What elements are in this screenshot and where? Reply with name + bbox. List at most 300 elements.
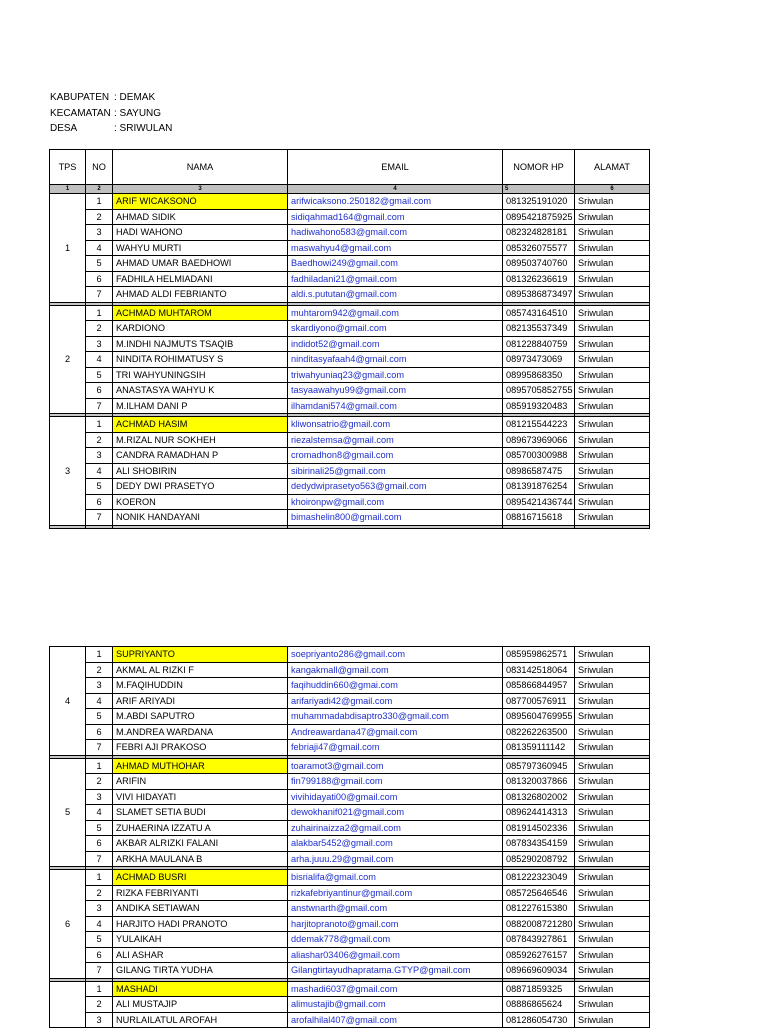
nama-cell: ARKHA MAULANA B: [113, 851, 288, 867]
hp-cell: 0895705852755: [503, 383, 575, 399]
hp-cell: 085926276157: [503, 947, 575, 963]
hp-cell: 085725646546: [503, 885, 575, 901]
email-cell: fadhiladani21@gmail.com: [288, 271, 503, 287]
table-row: [50, 510, 650, 526]
table-row: [50, 724, 650, 740]
alamat-cell: Sriwulan: [575, 305, 650, 321]
hp-cell: 081222323049: [503, 870, 575, 886]
nama-cell: ANASTASYA WAHYU K: [113, 383, 288, 399]
no-cell: 5: [86, 932, 113, 948]
email-cell: febriaji47@gmail.com: [288, 740, 503, 756]
email-cell: arifwicaksono.250182@gmail.com: [288, 194, 503, 210]
table-row: [50, 1012, 650, 1028]
table-row: [50, 336, 650, 352]
index-cell: 3: [113, 185, 288, 194]
email-cell: tasyaawahyu99@gmail.com: [288, 383, 503, 399]
no-cell: 6: [86, 724, 113, 740]
hp-cell: 085326075577: [503, 240, 575, 256]
nama-cell: YULAIKAH: [113, 932, 288, 948]
nama-cell: VIVI HIDAYATI: [113, 789, 288, 805]
no-cell: 2: [86, 997, 113, 1013]
email-cell: mashadi6037@gmail.com: [288, 981, 503, 997]
email-cell: indidot52@gmail.com: [288, 336, 503, 352]
hp-cell: 089624414313: [503, 805, 575, 821]
no-cell: 3: [86, 901, 113, 917]
alamat-cell: Sriwulan: [575, 479, 650, 495]
nama-cell: ARIFIN: [113, 774, 288, 790]
nama-cell: SUPRIYANTO: [113, 647, 288, 663]
no-cell: 6: [86, 271, 113, 287]
kabupaten-value: : DEMAK: [114, 92, 156, 103]
hp-cell: 082262263500: [503, 724, 575, 740]
email-cell: bimashelin800@gmail.com: [288, 510, 503, 526]
email-cell: ilhamdani574@gmail.com: [288, 398, 503, 414]
table-row: [50, 789, 650, 805]
nama-cell: MASHADI: [113, 981, 288, 997]
no-cell: 5: [86, 479, 113, 495]
alamat-cell: Sriwulan: [575, 870, 650, 886]
email-cell: ddemak778@gmail.com: [288, 932, 503, 948]
table-row: [50, 709, 650, 725]
no-cell: 3: [86, 678, 113, 694]
alamat-cell: Sriwulan: [575, 693, 650, 709]
hp-cell: 087700576911: [503, 693, 575, 709]
no-cell: 3: [86, 448, 113, 464]
table-row: [50, 271, 650, 287]
table-row: [50, 885, 650, 901]
nama-cell: ARIF WICAKSONO: [113, 194, 288, 210]
email-cell: Gilangtirtayudhapratama.GTYP@gmail.com: [288, 963, 503, 979]
alamat-cell: Sriwulan: [575, 774, 650, 790]
nama-cell: HADI WAHONO: [113, 225, 288, 241]
no-cell: 2: [86, 662, 113, 678]
table-row: [50, 647, 650, 663]
nama-cell: ARIF ARIYADI: [113, 693, 288, 709]
nama-cell: SLAMET SETIA BUDI: [113, 805, 288, 821]
alamat-cell: Sriwulan: [575, 647, 650, 663]
nama-cell: ACHMAD BUSRI: [113, 870, 288, 886]
nama-cell: AHMAD SIDIK: [113, 209, 288, 225]
email-cell: alakbar5452@gmail.com: [288, 836, 503, 852]
col-hp-header: NOMOR HP: [503, 150, 575, 185]
nama-cell: RIZKA FEBRIYANTI: [113, 885, 288, 901]
alamat-cell: Sriwulan: [575, 820, 650, 836]
table-row: [50, 494, 650, 510]
separator-cell: [503, 525, 575, 528]
alamat-cell: Sriwulan: [575, 463, 650, 479]
email-cell: skardiyono@gmail.com: [288, 321, 503, 337]
no-cell: 4: [86, 693, 113, 709]
hp-cell: 089673969066: [503, 432, 575, 448]
hp-cell: 082135537349: [503, 321, 575, 337]
no-cell: 5: [86, 820, 113, 836]
alamat-cell: Sriwulan: [575, 321, 650, 337]
email-cell: sidiqahmad164@gmail.com: [288, 209, 503, 225]
hp-cell: 085290208792: [503, 851, 575, 867]
kecamatan-label: KECAMATAN: [50, 107, 111, 119]
alamat-cell: Sriwulan: [575, 398, 650, 414]
hp-cell: 0895386873497: [503, 287, 575, 303]
table-row: [50, 901, 650, 917]
separator-cell: [575, 525, 650, 528]
nama-cell: ALI MUSTAJIP: [113, 997, 288, 1013]
email-cell: bisrialifa@gmail.com: [288, 870, 503, 886]
alamat-cell: Sriwulan: [575, 209, 650, 225]
hp-cell: 082324828181: [503, 225, 575, 241]
nama-cell: AKBAR ALRIZKI FALANI: [113, 836, 288, 852]
email-cell: vivihidayati00@gmail.com: [288, 789, 503, 805]
nama-cell: ALI ASHAR: [113, 947, 288, 963]
hp-cell: 089669609034: [503, 963, 575, 979]
alamat-cell: Sriwulan: [575, 709, 650, 725]
no-cell: 7: [86, 963, 113, 979]
alamat-cell: Sriwulan: [575, 194, 650, 210]
table-row: [50, 256, 650, 272]
hp-cell: 081227615380: [503, 901, 575, 917]
no-cell: 7: [86, 740, 113, 756]
no-cell: 6: [86, 383, 113, 399]
hp-cell: 081326802002: [503, 789, 575, 805]
no-cell: 1: [86, 194, 113, 210]
table-row: [50, 774, 650, 790]
no-cell: 7: [86, 510, 113, 526]
table-row: [50, 287, 650, 303]
email-cell: anstwnarth@gmail.com: [288, 901, 503, 917]
email-cell: kliwonsatrio@gmail.com: [288, 417, 503, 433]
index-cell: 4: [288, 185, 503, 194]
no-cell: 3: [86, 789, 113, 805]
alamat-cell: Sriwulan: [575, 225, 650, 241]
hp-cell: 087834354159: [503, 836, 575, 852]
table-row: [50, 997, 650, 1013]
alamat-cell: Sriwulan: [575, 510, 650, 526]
no-cell: 7: [86, 398, 113, 414]
no-cell: 2: [86, 321, 113, 337]
officer-table-2: [49, 646, 650, 1028]
email-cell: aliashar03406@gmail.com: [288, 947, 503, 963]
tps-cell: 5: [50, 758, 86, 867]
email-cell: dewokhanif021@gmail.com: [288, 805, 503, 821]
nama-cell: NONIK HANDAYANI: [113, 510, 288, 526]
hp-cell: 085919320483: [503, 398, 575, 414]
email-cell: faqihuddin660@gmai.com: [288, 678, 503, 694]
hp-cell: 08886865624: [503, 997, 575, 1013]
nama-cell: FEBRI AJI PRAKOSO: [113, 740, 288, 756]
no-cell: 4: [86, 805, 113, 821]
index-cell: 5: [503, 185, 575, 194]
index-cell: 6: [575, 185, 650, 194]
table-row: [50, 194, 650, 210]
nama-cell: CANDRA RAMADHAN P: [113, 448, 288, 464]
nama-cell: M.ILHAM DANI P: [113, 398, 288, 414]
tps-cell: 2: [50, 305, 86, 414]
table-2-body: [50, 647, 650, 1028]
nama-cell: NINDITA ROHIMATUSY S: [113, 352, 288, 368]
alamat-cell: Sriwulan: [575, 417, 650, 433]
no-cell: 3: [86, 225, 113, 241]
table-row: [50, 209, 650, 225]
alamat-cell: Sriwulan: [575, 352, 650, 368]
no-cell: 4: [86, 240, 113, 256]
table-row: [50, 947, 650, 963]
hp-cell: 08871859325: [503, 981, 575, 997]
table-row: [50, 240, 650, 256]
email-cell: aldi.s.pututan@gmail.com: [288, 287, 503, 303]
nama-cell: DEDY DWI PRASETYO: [113, 479, 288, 495]
no-cell: 5: [86, 256, 113, 272]
table-row: [50, 398, 650, 414]
no-cell: 6: [86, 494, 113, 510]
nama-cell: ZUHAERINA IZZATU A: [113, 820, 288, 836]
separator-cell: [288, 525, 503, 528]
table-row: [50, 678, 650, 694]
email-cell: riezalstemsa@gmail.com: [288, 432, 503, 448]
email-cell: hadiwahono583@gmail.com: [288, 225, 503, 241]
email-cell: toaramot3@gmail.com: [288, 758, 503, 774]
nama-cell: ANDIKA SETIAWAN: [113, 901, 288, 917]
hp-cell: 081228840759: [503, 336, 575, 352]
alamat-cell: Sriwulan: [575, 256, 650, 272]
hp-cell: 08995868350: [503, 367, 575, 383]
table-row: [50, 367, 650, 383]
table-row: [50, 463, 650, 479]
email-cell: dedydwiprasetyo563@gmail.com: [288, 479, 503, 495]
no-cell: 5: [86, 709, 113, 725]
email-cell: soepriyanto286@gmail.com: [288, 647, 503, 663]
email-cell: zuhairinaizza2@gmail.com: [288, 820, 503, 836]
email-cell: arofalhilal407@gmail.com: [288, 1012, 503, 1028]
email-cell: muhammadabdisaptro330@gmail.com: [288, 709, 503, 725]
email-cell: rizkafebriyantinur@gmail.com: [288, 885, 503, 901]
no-cell: 1: [86, 981, 113, 997]
table-row: [50, 479, 650, 495]
no-cell: 1: [86, 758, 113, 774]
email-cell: Baedhowi249@gmail.com: [288, 256, 503, 272]
nama-cell: M.RIZAL NUR SOKHEH: [113, 432, 288, 448]
alamat-cell: Sriwulan: [575, 981, 650, 997]
hp-cell: 08986587475: [503, 463, 575, 479]
alamat-cell: Sriwulan: [575, 287, 650, 303]
no-cell: 2: [86, 209, 113, 225]
hp-cell: 083142518064: [503, 662, 575, 678]
kecamatan-value: : SAYUNG: [114, 107, 162, 119]
table-row: [50, 448, 650, 464]
nama-cell: FADHILA HELMIADANI: [113, 271, 288, 287]
no-cell: 3: [86, 1012, 113, 1028]
table-row: [50, 916, 650, 932]
officer-table-1: [49, 149, 650, 529]
alamat-cell: Sriwulan: [575, 724, 650, 740]
table-row: [50, 432, 650, 448]
tps-cell: 4: [50, 647, 86, 756]
hp-cell: 081325191020: [503, 194, 575, 210]
desa-value: : SRIWULAN: [114, 123, 173, 134]
table-row: [50, 417, 650, 433]
hp-cell: 081286054730: [503, 1012, 575, 1028]
nama-cell: KARDIONO: [113, 321, 288, 337]
no-cell: 1: [86, 647, 113, 663]
alamat-cell: Sriwulan: [575, 901, 650, 917]
no-cell: 7: [86, 851, 113, 867]
nama-cell: ALI SHOBIRIN: [113, 463, 288, 479]
no-cell: 4: [86, 352, 113, 368]
index-row: [50, 185, 650, 194]
nama-cell: TRI WAHYUNINGSIH: [113, 367, 288, 383]
alamat-cell: Sriwulan: [575, 805, 650, 821]
alamat-cell: Sriwulan: [575, 997, 650, 1013]
table-row: [50, 820, 650, 836]
email-cell: alimustajib@gmail.com: [288, 997, 503, 1013]
table-row: [50, 870, 650, 886]
email-cell: Andreawardana47@gmail.com: [288, 724, 503, 740]
hp-cell: 081320037866: [503, 774, 575, 790]
separator-cell: [50, 525, 86, 528]
tps-cell: 3: [50, 417, 86, 526]
hp-cell: 085797360945: [503, 758, 575, 774]
alamat-cell: Sriwulan: [575, 916, 650, 932]
email-cell: kangakmall@gmail.com: [288, 662, 503, 678]
table-row: [50, 321, 650, 337]
kabupaten-label: KABUPATEN: [50, 92, 110, 103]
nama-cell: ACHMAD HASIM: [113, 417, 288, 433]
no-cell: 6: [86, 947, 113, 963]
alamat-cell: Sriwulan: [575, 885, 650, 901]
index-cell: 2: [86, 185, 113, 194]
hp-cell: 085743164510: [503, 305, 575, 321]
alamat-cell: Sriwulan: [575, 240, 650, 256]
email-cell: sibirinali25@gmail.com: [288, 463, 503, 479]
alamat-cell: Sriwulan: [575, 271, 650, 287]
nama-cell: AHMAD UMAR BAEDHOWI: [113, 256, 288, 272]
no-cell: 1: [86, 417, 113, 433]
table-1-body: [50, 194, 650, 529]
no-cell: 2: [86, 885, 113, 901]
alamat-cell: Sriwulan: [575, 432, 650, 448]
email-cell: harjitopranoto@gmail.com: [288, 916, 503, 932]
table-row: [50, 352, 650, 368]
hp-cell: 085959862571: [503, 647, 575, 663]
nama-cell: HARJITO HADI PRANOTO: [113, 916, 288, 932]
hp-cell: 081215544223: [503, 417, 575, 433]
table-row: [50, 963, 650, 979]
email-cell: khoironpw@gmail.com: [288, 494, 503, 510]
email-cell: maswahyu4@gmail.com: [288, 240, 503, 256]
tps-cell: 1: [50, 194, 86, 303]
hp-cell: 08816715618: [503, 510, 575, 526]
alamat-cell: Sriwulan: [575, 383, 650, 399]
no-cell: 2: [86, 432, 113, 448]
tps-cell: 6: [50, 870, 86, 979]
no-cell: 2: [86, 774, 113, 790]
location-info: [50, 90, 172, 137]
nama-cell: M.INDHI NAJMUTS TSAQIB: [113, 336, 288, 352]
alamat-cell: Sriwulan: [575, 947, 650, 963]
alamat-cell: Sriwulan: [575, 740, 650, 756]
hp-cell: 0895604769955: [503, 709, 575, 725]
nama-cell: WAHYU MURTI: [113, 240, 288, 256]
alamat-cell: Sriwulan: [575, 448, 650, 464]
col-no-header: NO: [86, 150, 113, 185]
no-cell: 5: [86, 367, 113, 383]
col-nama-header: NAMA: [113, 150, 288, 185]
table-row: [50, 225, 650, 241]
no-cell: 4: [86, 463, 113, 479]
email-cell: triwahyuniaq23@gmail.com: [288, 367, 503, 383]
table-row: [50, 383, 650, 399]
nama-cell: AHMAD ALDI FEBRIANTO: [113, 287, 288, 303]
nama-cell: M.FAQIHUDDIN: [113, 678, 288, 694]
alamat-cell: Sriwulan: [575, 678, 650, 694]
table-row: [50, 758, 650, 774]
email-cell: cromadhon8@gmail.com: [288, 448, 503, 464]
table-row: [50, 836, 650, 852]
desa-label: DESA: [50, 123, 78, 134]
hp-cell: 085866844957: [503, 678, 575, 694]
alamat-cell: Sriwulan: [575, 494, 650, 510]
no-cell: 3: [86, 336, 113, 352]
no-cell: 6: [86, 836, 113, 852]
hp-cell: 081391876254: [503, 479, 575, 495]
alamat-cell: Sriwulan: [575, 336, 650, 352]
col-alamat-header: ALAMAT: [575, 150, 650, 185]
alamat-cell: Sriwulan: [575, 932, 650, 948]
email-cell: muhtarom942@gmail.com: [288, 305, 503, 321]
col-tps-header: TPS: [50, 150, 86, 185]
no-cell: 7: [86, 287, 113, 303]
no-cell: 4: [86, 916, 113, 932]
email-cell: fin799188@gmail.com: [288, 774, 503, 790]
separator-cell: [113, 525, 288, 528]
hp-cell: 089503740760: [503, 256, 575, 272]
header-row: [50, 150, 650, 185]
hp-cell: 0882008721280: [503, 916, 575, 932]
table-row: [50, 805, 650, 821]
hp-cell: 0895421436744: [503, 494, 575, 510]
nama-cell: GILANG TIRTA YUDHA: [113, 963, 288, 979]
email-cell: ninditasyafaah4@gmail.com: [288, 352, 503, 368]
nama-cell: AKMAL AL RIZKI F: [113, 662, 288, 678]
nama-cell: KOERON: [113, 494, 288, 510]
email-cell: arha.juuu.29@gmail.com: [288, 851, 503, 867]
tps-cell: [50, 981, 86, 1028]
table-row: [50, 305, 650, 321]
table-row: [50, 662, 650, 678]
no-cell: 1: [86, 870, 113, 886]
alamat-cell: Sriwulan: [575, 836, 650, 852]
separator-cell: [86, 525, 113, 528]
table-row: [50, 740, 650, 756]
nama-cell: NURLAILATUL AROFAH: [113, 1012, 288, 1028]
alamat-cell: Sriwulan: [575, 789, 650, 805]
table-row: [50, 693, 650, 709]
table-row: [50, 981, 650, 997]
nama-cell: M.ANDREA WARDANA: [113, 724, 288, 740]
alamat-cell: Sriwulan: [575, 367, 650, 383]
hp-cell: 081326236619: [503, 271, 575, 287]
hp-cell: 08973473069: [503, 352, 575, 368]
table-row: [50, 851, 650, 867]
alamat-cell: Sriwulan: [575, 963, 650, 979]
hp-cell: 081359111142: [503, 740, 575, 756]
email-cell: arifariyadi42@gmail.com: [288, 693, 503, 709]
index-cell: 1: [50, 185, 86, 194]
alamat-cell: Sriwulan: [575, 1012, 650, 1028]
hp-cell: 085700300988: [503, 448, 575, 464]
nama-cell: ACHMAD MUHTAROM: [113, 305, 288, 321]
hp-cell: 081914502336: [503, 820, 575, 836]
group-separator: [50, 525, 650, 528]
hp-cell: 0895421875925: [503, 209, 575, 225]
